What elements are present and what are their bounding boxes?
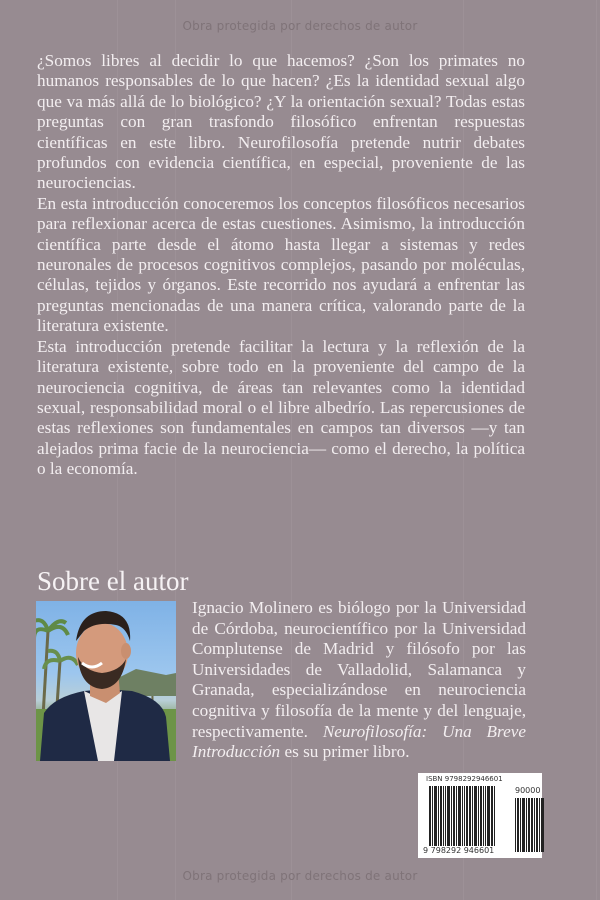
ean-barcode-bars bbox=[429, 786, 496, 852]
isbn-barcode bbox=[418, 773, 542, 858]
book-blurb bbox=[37, 51, 525, 480]
book-title: Neurofilosofía: Una Breve Introducción bbox=[192, 721, 526, 762]
blurb-paragraph: En esta introducción conoceremos los conceptos filosóficos necesarios para reflexionar acerca de estas cuestiones. Asimismo, la introducción científica parte desde el átomo hasta llegar a sistemas y redes neuronales de procesos cognitivos complejos, pasando por moléculas, células, tejidos y órganos. Este recorrido nos ayudará a enfrentar las preguntas mencionadas de una manera crítica, valorando parte de la literatura existente. bbox=[37, 193, 525, 336]
copyright-watermark-top: Obra protegida por derechos de autor bbox=[182, 19, 418, 33]
blurb-paragraph: ¿Somos libres al decidir lo que hacemos? ¿Son los primates no humanos responsables de lo que hacen? ¿Es la identidad sexual algo que va más allá de lo biológico? ¿Y la orientación sexual? Todas estas preguntas con gran trasfondo filosófico enfrentan respuestas científicas en este libro. Neurofilosofía pretende nutrir debates profundos con evidencia científica, en especial, proveniente de las neurociencias. bbox=[37, 51, 525, 193]
author-portrait-icon bbox=[36, 601, 176, 761]
author-bio-outro: es su primer libro. bbox=[280, 742, 410, 762]
addon-barcode-bars bbox=[515, 798, 545, 852]
author-bio-intro: Ignacio Molinero es biólogo por la Universidad de Córdoba, neurocientífico por la Universidad Complutense de Madrid y filósofo por las Universidades de Valladolid, Salamanca y Granada, especializándose en neurociencia cognitiva y filosofía de la mente y del lenguaje, respectivamente. bbox=[192, 598, 526, 741]
price-code: 90000 bbox=[515, 786, 541, 795]
copyright-watermark-bottom: Obra protegida por derechos de autor bbox=[182, 869, 418, 883]
isbn-label: ISBN 9798292946601 bbox=[426, 775, 503, 783]
about-author-heading: Sobre el autor bbox=[37, 566, 189, 596]
scan-line bbox=[596, 0, 597, 900]
isbn-digits: 9 798292 946601 bbox=[423, 846, 495, 855]
author-bio bbox=[192, 598, 526, 763]
blurb-paragraph: Esta introducción pretende facilitar la lectura y la reflexión de la literatura existente, sobre todo en la proveniente del campo de la neurociencia cognitiva, de áreas tan relevantes como la identidad sexual, responsabilidad moral o el libre albedrío. Las repercusiones de estas reflexiones son fundamentales en campos tan diversos —y tan alejados prima facie de la neurociencia— como el derecho, la política o la economía. bbox=[37, 336, 525, 479]
author-photo bbox=[36, 601, 176, 761]
